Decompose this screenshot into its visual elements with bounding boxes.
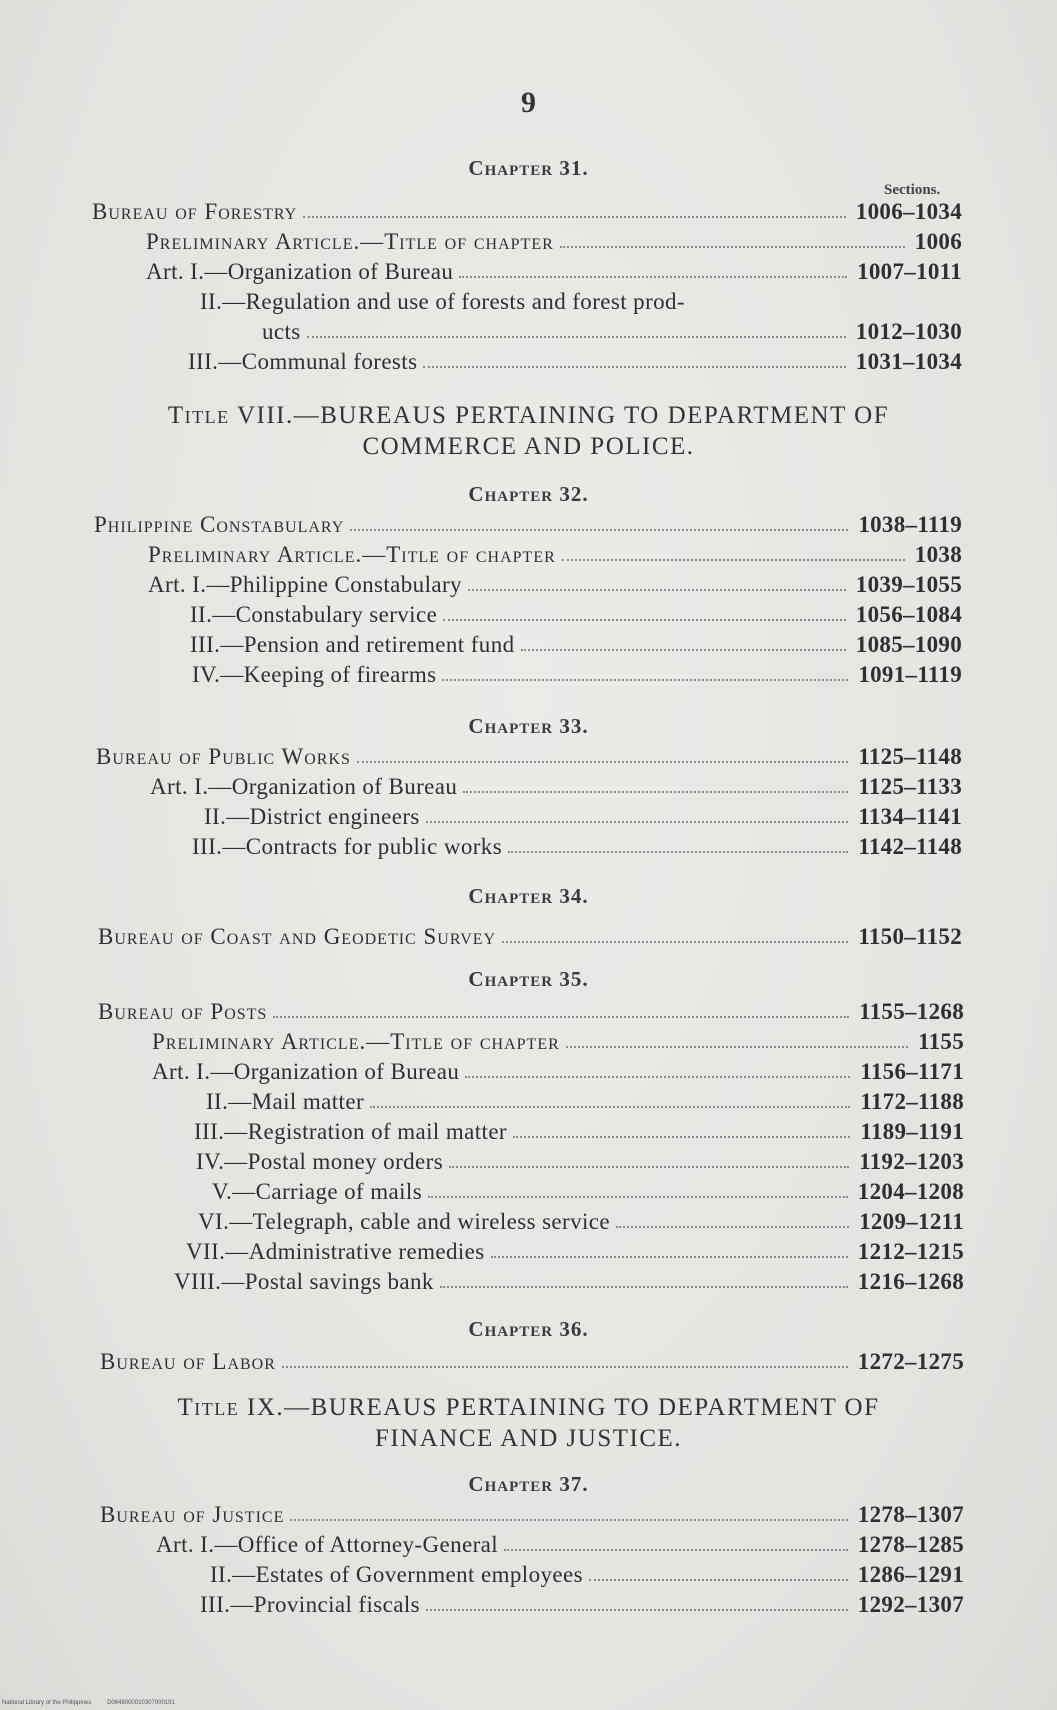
entry-range: 1125–1148: [858, 744, 962, 769]
entry-range: 1007–1011: [857, 259, 962, 284]
title-line: IX.—BUREAUS PERTAINING TO DEPARTMENT OF: [247, 1394, 880, 1421]
entry-label: VII.—Administrative remedies: [186, 1239, 485, 1264]
dot-leader: [350, 529, 848, 531]
chapter-heading: Chapter 31.: [468, 156, 589, 180]
entry-range: 1006: [914, 229, 962, 254]
entry-label: III.—Provincial fiscals: [200, 1592, 420, 1617]
entry-range: 1012–1030: [855, 319, 962, 344]
toc-entry: [100, 1345, 964, 1375]
chapter-heading: Chapter 33.: [468, 714, 589, 738]
toc-entry: [174, 1265, 964, 1295]
dot-leader: [508, 851, 848, 853]
entry-label: Art. I.—Philippine Constabulary: [148, 572, 462, 597]
chapter-heading: Chapter 32.: [468, 482, 589, 506]
dot-leader: [440, 1286, 848, 1288]
dot-leader: [442, 679, 848, 681]
entry-label: IV.—Keeping of firearms: [192, 662, 437, 687]
sections-header: Sections.: [884, 182, 941, 198]
entry-range: 1189–1191: [860, 1119, 964, 1144]
dot-leader: [562, 559, 905, 561]
dot-leader: [589, 1579, 848, 1581]
toc-entry: [212, 1175, 964, 1205]
toc-entry: [192, 830, 962, 860]
toc-entry-continuation: [262, 315, 962, 345]
entry-label: Bureau of Forestry: [92, 199, 298, 224]
dot-leader: [370, 1106, 850, 1108]
entry-label: IV.—Postal money orders: [196, 1149, 444, 1174]
toc-entry: [98, 920, 962, 950]
toc-entry: [152, 1055, 964, 1085]
chapter-heading: Chapter 35.: [468, 967, 589, 991]
entry-label: Art. I.—Office of Attorney-General: [156, 1532, 499, 1557]
dot-leader: [616, 1226, 849, 1228]
toc-entry: [188, 345, 962, 375]
entry-range: 1091–1119: [858, 662, 962, 687]
entry-label: II.—Regulation and use of forests and forest prod-: [200, 289, 685, 314]
toc-entry: [192, 658, 962, 688]
dot-leader: [504, 1549, 848, 1551]
entry-label: Art. I.—Organization of Bureau: [152, 1059, 460, 1084]
entry-label: Bureau of Labor: [100, 1349, 276, 1374]
entry-range: 1142–1148: [858, 834, 962, 859]
dot-leader: [449, 1166, 849, 1168]
entry-range: 1125–1133: [858, 774, 962, 799]
entry-range: 1031–1034: [855, 349, 962, 374]
toc-entry: [190, 628, 962, 658]
entry-label: III.—Registration of mail matter: [194, 1119, 507, 1144]
toc-entry: [194, 1115, 964, 1145]
dot-leader: [560, 246, 905, 248]
entry-range: 1278–1285: [857, 1532, 964, 1557]
toc-entry: [204, 800, 962, 830]
entry-range: 1278–1307: [857, 1502, 964, 1527]
entry-label: V.—Carriage of mails: [212, 1179, 423, 1204]
entry-label: Preliminary Article.—Title of chapter: [146, 229, 554, 254]
entry-label: Bureau of Posts: [98, 999, 268, 1024]
entry-range: 1212–1215: [857, 1239, 964, 1264]
dot-leader: [521, 649, 846, 651]
entry-label: Preliminary Article.—Title of chapter: [152, 1029, 560, 1054]
toc-entry: [186, 1235, 964, 1265]
toc-entry: [92, 195, 962, 225]
toc-entry: [148, 568, 962, 598]
dot-leader: [566, 1046, 908, 1048]
dot-leader: [428, 1196, 848, 1198]
entry-range: 1085–1090: [855, 632, 962, 657]
title-word: Title: [167, 402, 230, 429]
entry-range: 1172–1188: [860, 1089, 964, 1114]
entry-range: 1150–1152: [858, 924, 962, 949]
entry-range: 1272–1275: [857, 1349, 964, 1374]
entry-label: Philippine Constabulary: [94, 512, 345, 537]
dot-leader: [282, 1366, 848, 1368]
dot-leader: [273, 1016, 849, 1018]
toc-entry: [152, 1025, 964, 1055]
entry-label: III.—Communal forests: [188, 349, 418, 374]
entry-label-continuation: ucts: [262, 319, 301, 344]
title-line: COMMERCE AND POLICE.: [362, 433, 695, 460]
title-line: FINANCE AND JUSTICE.: [374, 1425, 683, 1452]
toc-entry: [150, 770, 962, 800]
entry-label: VI.—Telegraph, cable and wireless service: [198, 1209, 611, 1234]
dot-leader: [307, 336, 846, 338]
chapter-heading: Chapter 34.: [468, 884, 589, 908]
entry-range: 1155: [918, 1029, 964, 1054]
entry-label: II.—Mail matter: [206, 1089, 365, 1114]
entry-range: 1286–1291: [857, 1562, 964, 1587]
entry-range: 1006–1034: [855, 199, 962, 224]
title-heading: [0, 400, 1057, 462]
scan-footer: [2, 1700, 189, 1706]
entry-range: 1134–1141: [858, 804, 962, 829]
title-word: Title: [177, 1394, 240, 1421]
entry-label: Bureau of Public Works: [96, 744, 351, 769]
dot-leader: [426, 821, 849, 823]
dot-leader: [290, 1519, 847, 1521]
dot-leader: [513, 1136, 850, 1138]
entry-range: 1039–1055: [855, 572, 962, 597]
entry-range: 1216–1268: [857, 1269, 964, 1294]
toc-entry: [98, 995, 964, 1025]
footer-library: National Library of the Philippines: [2, 1700, 92, 1706]
title-heading: [0, 1392, 1057, 1454]
toc-entry: [196, 1145, 964, 1175]
entry-label: Art. I.—Organization of Bureau: [146, 259, 454, 284]
entry-range: 1209–1211: [859, 1209, 964, 1234]
toc-entry: [210, 1558, 964, 1588]
entry-range: 1155–1268: [859, 999, 964, 1024]
toc-entry-first-line: [200, 285, 900, 315]
dot-leader: [303, 216, 846, 218]
dot-leader: [502, 941, 848, 943]
dot-leader: [423, 366, 845, 368]
dot-leader: [468, 589, 846, 591]
dot-leader: [426, 1609, 848, 1611]
toc-entry: [206, 1085, 964, 1115]
entry-label: II.—Estates of Government employees: [210, 1562, 583, 1587]
toc-entry: [146, 255, 962, 285]
entry-label: II.—District engineers: [204, 804, 420, 829]
dot-leader: [357, 761, 848, 763]
entry-range: 1038: [914, 542, 962, 567]
entry-range: 1156–1171: [860, 1059, 964, 1084]
chapter-heading: Chapter 36.: [468, 1317, 589, 1341]
title-line: VIII.—BUREAUS PERTAINING TO DEPARTMENT OF: [236, 402, 890, 429]
toc-entry: [198, 1205, 964, 1235]
toc-entry: [96, 740, 962, 770]
entry-range: 1056–1084: [855, 602, 962, 627]
entry-range: 1038–1119: [858, 512, 962, 537]
entry-label: III.—Contracts for public works: [192, 834, 503, 859]
entry-label: II.—Constabulary service: [190, 602, 438, 627]
entry-range: 1204–1208: [857, 1179, 964, 1204]
chapter-heading: Chapter 37.: [468, 1472, 589, 1496]
entry-range: 1192–1203: [859, 1149, 964, 1174]
entry-label: Art. I.—Organization of Bureau: [150, 774, 458, 799]
dot-leader: [463, 791, 848, 793]
dot-leader: [465, 1076, 850, 1078]
toc-entry: [146, 225, 962, 255]
toc-entry: [156, 1528, 964, 1558]
toc-entry: [200, 1588, 964, 1618]
footer-code: D0649000010307000191: [107, 1700, 175, 1706]
entry-label: VIII.—Postal savings bank: [174, 1269, 434, 1294]
dot-leader: [491, 1256, 848, 1258]
entry-label: III.—Pension and retirement fund: [190, 632, 515, 657]
dot-leader: [459, 276, 847, 278]
page-number: 9: [521, 86, 536, 119]
toc-entry: [94, 508, 962, 538]
entry-label: Bureau of Coast and Geodetic Survey: [98, 924, 497, 949]
entry-label: Preliminary Article.—Title of chapter: [148, 542, 556, 567]
dot-leader: [443, 619, 846, 621]
toc-entry: [148, 538, 962, 568]
entry-label: Bureau of Justice: [100, 1502, 285, 1527]
entry-range: 1292–1307: [857, 1592, 964, 1617]
toc-entry: [190, 598, 962, 628]
toc-entry: [100, 1498, 964, 1528]
